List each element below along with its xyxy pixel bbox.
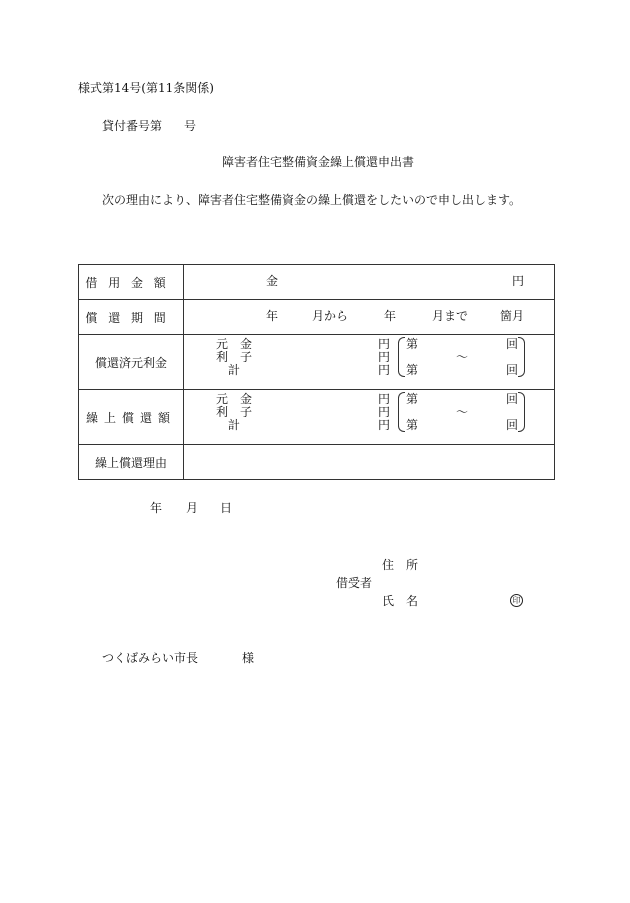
early-total-yen: 円 xyxy=(378,418,391,432)
document-title: 障害者住宅整備資金繰上償還申出書 xyxy=(222,155,415,169)
label-reason: 繰上償還理由 xyxy=(79,445,184,480)
repaid-total-yen: 円 xyxy=(378,363,391,377)
value-early[interactable] xyxy=(184,390,555,445)
early-interest-yen: 円 xyxy=(378,405,391,419)
repaid-principal-label: 元 金 xyxy=(216,337,253,351)
period-year-to: 年 xyxy=(384,309,397,323)
repaid-to-dai: 第 xyxy=(406,363,419,377)
value-repaid[interactable] xyxy=(184,335,555,390)
date-day: 日 xyxy=(220,501,233,515)
table-row-early xyxy=(79,390,555,445)
early-to-kai: 回 xyxy=(506,418,519,432)
value-reason[interactable] xyxy=(184,445,555,480)
early-tilde: 〜 xyxy=(456,405,469,419)
repaid-right-bracket xyxy=(518,337,525,377)
repaid-tilde: 〜 xyxy=(456,350,469,364)
early-to-dai: 第 xyxy=(406,418,419,432)
loan-amount-prefix: 金 xyxy=(266,274,279,288)
period-months: 箇月 xyxy=(500,309,525,323)
early-principal-label: 元 金 xyxy=(216,392,253,406)
early-left-bracket xyxy=(398,392,405,432)
borrower-role-label: 借受者 xyxy=(336,576,373,590)
early-from-dai: 第 xyxy=(406,392,419,406)
period-month-to: 月まで xyxy=(432,309,469,323)
repaid-left-bracket xyxy=(398,337,405,377)
table-row-repaid xyxy=(79,335,555,390)
label-early: 繰上償還額 xyxy=(79,390,184,445)
repaid-from-dai: 第 xyxy=(406,337,419,351)
repaid-total-label: 計 xyxy=(228,363,241,377)
repaid-from-kai: 回 xyxy=(506,337,519,351)
early-interest-label: 利 子 xyxy=(216,405,253,419)
value-period[interactable] xyxy=(184,300,555,335)
label-period: 償還期間 xyxy=(79,300,184,335)
repaid-interest-yen: 円 xyxy=(378,350,391,364)
period-year-from: 年 xyxy=(266,309,279,323)
label-repaid: 償還済元利金 xyxy=(79,335,184,390)
label-loan-amount: 借用金額 xyxy=(79,265,184,300)
loan-number-suffix: 号 xyxy=(184,119,197,133)
early-total-label: 計 xyxy=(228,418,241,432)
repaid-principal-yen: 円 xyxy=(378,337,391,351)
borrower-name-label: 氏 名 xyxy=(382,594,419,608)
table-row-period xyxy=(79,300,555,335)
addressee-name: つくばみらい市長 xyxy=(102,651,199,665)
table-row-loan-amount xyxy=(79,265,555,300)
loan-number-prefix: 貸付番号第 xyxy=(102,119,163,133)
table-row-reason xyxy=(79,445,555,480)
loan-amount-unit: 円 xyxy=(512,274,525,288)
borrower-address-label: 住 所 xyxy=(382,558,419,572)
date-month: 月 xyxy=(186,501,199,515)
early-right-bracket xyxy=(518,392,525,432)
repaid-to-kai: 回 xyxy=(506,363,519,377)
date-year: 年 xyxy=(150,501,163,515)
early-principal-yen: 円 xyxy=(378,392,391,406)
intro-text: 次の理由により、障害者住宅整備資金の繰上償還をしたいので申し出します。 xyxy=(102,193,522,207)
repaid-interest-label: 利 子 xyxy=(216,350,253,364)
form-number: 様式第14号(第11条関係) xyxy=(78,81,214,95)
application-table xyxy=(78,264,555,480)
value-loan-amount[interactable] xyxy=(184,265,555,300)
early-from-kai: 回 xyxy=(506,392,519,406)
period-month-from: 月から xyxy=(312,309,349,323)
seal-icon: 印 xyxy=(510,594,523,607)
addressee-honorific: 様 xyxy=(242,651,255,665)
